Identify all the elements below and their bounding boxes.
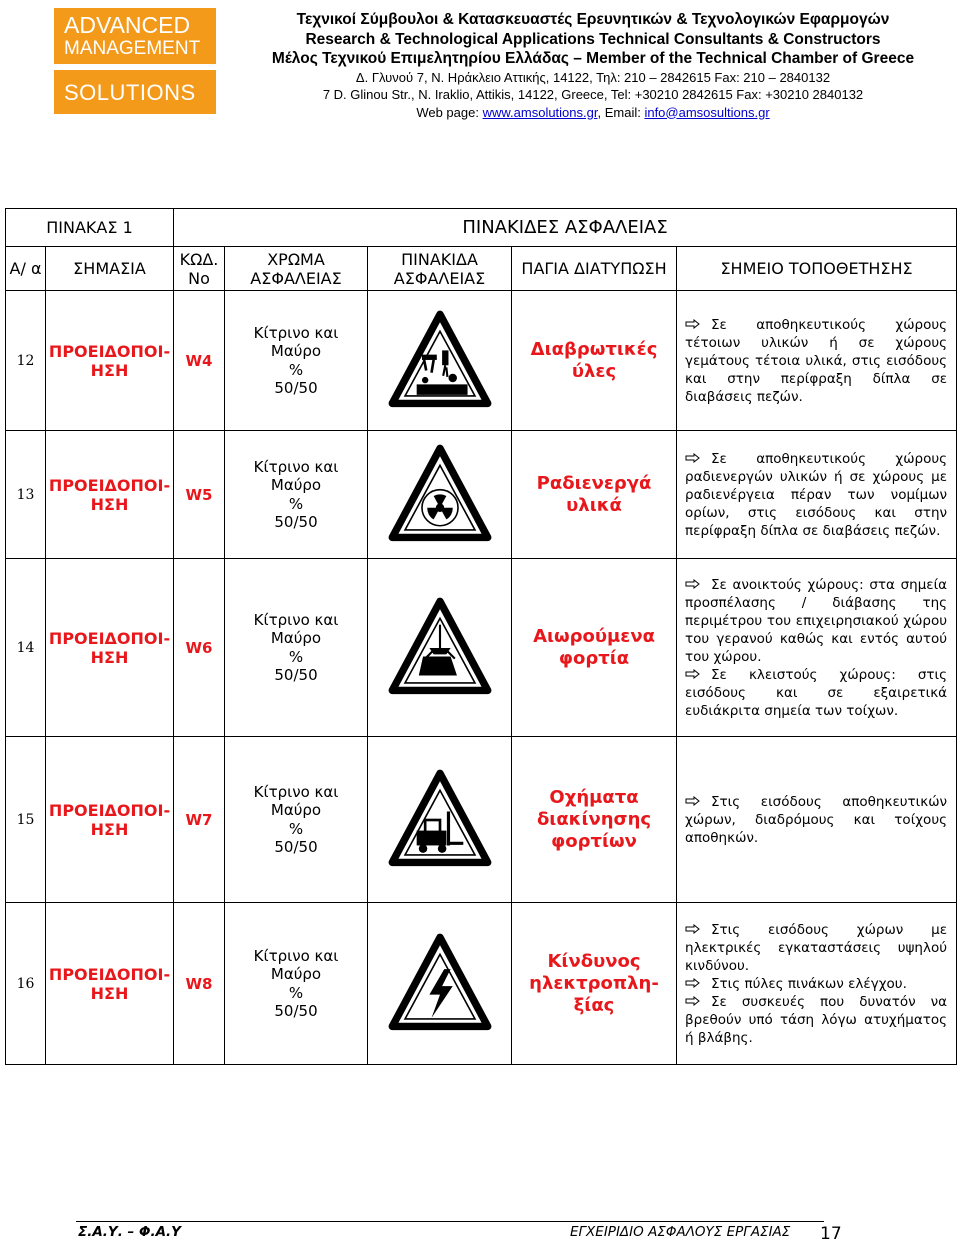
hazard-line-1: Διαβρωτικές (530, 338, 658, 360)
header-wording: ΠΑΓΙΑ ΔΙΑΤΥΠΩΣΗ (512, 247, 677, 291)
location-cell (677, 431, 957, 559)
location-item (685, 666, 947, 720)
color-line-1: Κίτρινο και (253, 457, 339, 476)
color-line-2: Μαύρο (270, 801, 322, 819)
hazard-line-3: φορτίων (551, 830, 637, 852)
color-line-4: 50/50 (274, 379, 318, 397)
header-meaning: ΣΗΜΑΣΙΑ (46, 247, 174, 291)
meaning-cell (46, 559, 174, 737)
header-code: ΚΩΔ. No (174, 247, 225, 291)
company-header (240, 10, 946, 121)
hazard-cell (512, 431, 677, 559)
header-color: ΧΡΩΜΑ ΑΣΦΑΛΕΙΑΣ (225, 247, 368, 291)
location-item (685, 576, 947, 666)
table-row (6, 737, 957, 903)
location-item (685, 921, 947, 975)
electric-shock-warning-icon (387, 931, 493, 1037)
arrow-right-icon (685, 796, 700, 806)
footer-right: ΕΓΧΕΙΡΙΔΙΟ ΑΣΦΑΛΟΥΣ ΕΡΓΑΣΙΑΣ (570, 1224, 791, 1240)
sign-cell (368, 559, 512, 737)
color-line-4: 50/50 (274, 838, 318, 856)
color-line-2: Μαύρο (270, 342, 322, 360)
color-line-2: Μαύρο (270, 476, 322, 494)
hazard-line-1: Ραδιενεργά (536, 472, 652, 494)
arrow-right-icon (685, 453, 700, 463)
radioactive-warning-icon (387, 442, 493, 548)
arrow-right-icon (685, 924, 700, 934)
table-header-row (6, 247, 957, 291)
location-cell (677, 903, 957, 1065)
color-line-3: % (288, 647, 304, 666)
website-link[interactable]: www.amsolutions.gr (482, 104, 598, 120)
header-line-membership: Μέλος Τεχνικού Επιμελητηρίου Ελλάδας – Member of the Technical Chamber of Greece (271, 50, 915, 67)
color-line-3: % (288, 819, 304, 838)
sign-code: W4 (174, 291, 225, 431)
web-prefix: Web page: (416, 104, 483, 120)
hazard-line-1: Κίνδυνος (547, 950, 641, 972)
hazard-line-2: διακίνησης (536, 808, 652, 830)
email-link[interactable]: info@amsosultions.gr (644, 104, 770, 120)
color-line-2: Μαύρο (270, 629, 322, 647)
location-text: Σε ανοικτούς χώρους: στα σημεία προσπέλασης / διάβασης της περιμέτρου του επιχειρησιακού χώρου του γερανού καθώς και εντός αυτού του χώρου. (685, 576, 948, 665)
row-number: 15 (6, 737, 46, 903)
meaning-line-2: ΗΣΗ (90, 819, 129, 839)
corrosive-warning-icon (387, 308, 493, 414)
row-number: 13 (6, 431, 46, 559)
color-line-1: Κίτρινο και (253, 610, 339, 629)
suspended-load-warning-icon (387, 595, 493, 701)
meaning-cell (46, 737, 174, 903)
color-line-4: 50/50 (274, 513, 318, 531)
location-item (685, 993, 947, 1047)
location-item (685, 316, 947, 406)
hazard-line-3: ξίας (573, 994, 615, 1016)
meaning-line-1: ΠΡΟΕΙΔΟΠΟΙ- (48, 800, 171, 820)
header-sign: ΠΙΝΑΚΙΔΑ ΑΣΦΑΛΕΙΑΣ (368, 247, 512, 291)
color-line-4: 50/50 (274, 666, 318, 684)
hazard-cell (512, 737, 677, 903)
hazard-line-1: Οχήματα (549, 786, 639, 808)
arrow-right-icon (685, 978, 700, 988)
meaning-cell (46, 431, 174, 559)
color-line-1: Κίτρινο και (253, 323, 339, 342)
row-number: 16 (6, 903, 46, 1065)
sign-cell (368, 291, 512, 431)
row-number: 14 (6, 559, 46, 737)
meaning-line-2: ΗΣΗ (90, 983, 129, 1003)
footer-left: Σ.Α.Υ. – Φ.Α.Υ (78, 1224, 181, 1240)
table-row (6, 431, 957, 559)
table-row (6, 559, 957, 737)
color-line-3: % (288, 983, 304, 1002)
logo-line-3: SOLUTIONS (64, 80, 196, 105)
location-item (685, 975, 947, 993)
meaning-line-2: ΗΣΗ (90, 647, 129, 667)
header-location: ΣΗΜΕΙΟ ΤΟΠΟΘΕΤΗΣΗΣ (677, 247, 957, 291)
color-line-4: 50/50 (274, 1002, 318, 1020)
hazard-line-2: ηλεκτροπλη- (529, 972, 659, 994)
color-line-1: Κίτρινο και (253, 946, 339, 965)
location-text: Σε συσκευές που δυνατόν να βρεθούν υπό τάση λόγω ατυχήματος ή βλάβης. (685, 993, 948, 1046)
meaning-line-1: ΠΡΟΕΙΔΟΠΟΙ- (48, 628, 171, 648)
sign-code: W7 (174, 737, 225, 903)
table-label: ΠΙΝΑΚΑΣ 1 (6, 209, 174, 247)
safety-color-cell (225, 431, 368, 559)
location-item (685, 793, 947, 847)
sign-cell (368, 431, 512, 559)
forklift-warning-icon (387, 767, 493, 873)
table-title: ΠΙΝΑΚΙΔΕΣ ΑΣΦΑΛΕΙΑΣ (174, 209, 957, 247)
hazard-line-2: υλικά (566, 494, 622, 516)
color-line-1: Κίτρινο και (253, 782, 339, 801)
meaning-line-1: ΠΡΟΕΙΔΟΠΟΙ- (48, 341, 171, 361)
sign-code: W8 (174, 903, 225, 1065)
header-address-english: 7 D. Glinou Str., N. Iraklio, Attikis, 14122, Greece, Tel: +30210 2842615 Fax: +30210 2840132 (322, 87, 864, 102)
header-contact (240, 104, 946, 121)
meaning-cell (46, 291, 174, 431)
row-number: 12 (6, 291, 46, 431)
location-item (685, 450, 947, 540)
logo-line-1: ADVANCED (64, 12, 191, 38)
meaning-line-2: ΗΣΗ (90, 360, 129, 380)
email-prefix: , Email: (597, 104, 645, 120)
safety-signs-table (5, 208, 957, 1065)
header-a: Α/ α (6, 247, 46, 291)
footer-rule (76, 1221, 824, 1222)
hazard-cell (512, 291, 677, 431)
header-address-greek: Δ. Γλυνού 7, Ν. Ηράκλειο Αττικής, 14122, Τηλ: 210 – 2842615 Fax: 210 – 2840132 (355, 69, 831, 85)
location-text: Στις εισόδους χώρων με ηλεκτρικές εγκαταστάσεις υψηλού κινδύνου. (685, 921, 948, 974)
header-line-english: Research & Technological Applications Technical Consultants & Constructors (305, 30, 881, 48)
location-text: Στις εισόδους αποθηκευτικών χώρων, διαδρόμους και τοίχους αποθηκών. (685, 793, 948, 846)
meaning-line-1: ΠΡΟΕΙΔΟΠΟΙ- (48, 964, 171, 984)
location-text: Σε κλειστούς χώρους: στις εισόδους και σε εξαιρετικά ευδιάκριτα σημεία των τοίχων. (685, 666, 948, 719)
color-line-3: % (288, 494, 304, 513)
location-cell (677, 737, 957, 903)
color-line-3: % (288, 360, 304, 379)
hazard-cell (512, 559, 677, 737)
location-text: Στις πύλες πινάκων ελέγχου. (711, 975, 907, 992)
hazard-line-2: φορτία (558, 647, 630, 669)
arrow-right-icon (685, 319, 700, 329)
arrow-right-icon (685, 996, 700, 1006)
sign-code: W6 (174, 559, 225, 737)
location-text: Σε αποθηκευτικούς χώρους ραδιενεργών υλικών ή σε χώρους με ραδιενέργεια πέραν των νομίμων ορίων, στις εισόδους και στην περίφραξη δίπλα σε διαβάσεις πεζών. (685, 450, 948, 539)
meaning-line-1: ΠΡΟΕΙΔΟΠΟΙ- (48, 475, 171, 495)
safety-color-cell (225, 559, 368, 737)
hazard-line-2: ύλες (571, 360, 617, 382)
meaning-line-2: ΗΣΗ (90, 494, 129, 514)
location-cell (677, 291, 957, 431)
meaning-cell (46, 903, 174, 1065)
company-logo (54, 8, 216, 108)
page-number: 17 (820, 1224, 842, 1244)
location-text: Σε αποθηκευτικούς χώρους τέτοιων υλικών ή σε χώρους γεμάτους τέτοια υλικά, στις εισόδους και στην περίφραξη δίπλα σε διαβάσεις πεζών. (685, 316, 948, 405)
location-cell (677, 559, 957, 737)
sign-cell (368, 903, 512, 1065)
safety-color-cell (225, 903, 368, 1065)
safety-color-cell (225, 737, 368, 903)
color-line-2: Μαύρο (270, 965, 322, 983)
sign-cell (368, 737, 512, 903)
logo-line-2: MANAGEMENT (64, 38, 201, 59)
table-row (6, 903, 957, 1065)
arrow-right-icon (685, 669, 700, 679)
table-row (6, 291, 957, 431)
safety-color-cell (225, 291, 368, 431)
header-line-greek: Τεχνικοί Σύμβουλοι & Κατασκευαστές Ερευνητικών & Τεχνολογικών Εφαρμογών (296, 11, 890, 28)
hazard-line-1: Αιωρούμενα (533, 625, 655, 647)
sign-code: W5 (174, 431, 225, 559)
hazard-cell (512, 903, 677, 1065)
arrow-right-icon (685, 579, 700, 589)
